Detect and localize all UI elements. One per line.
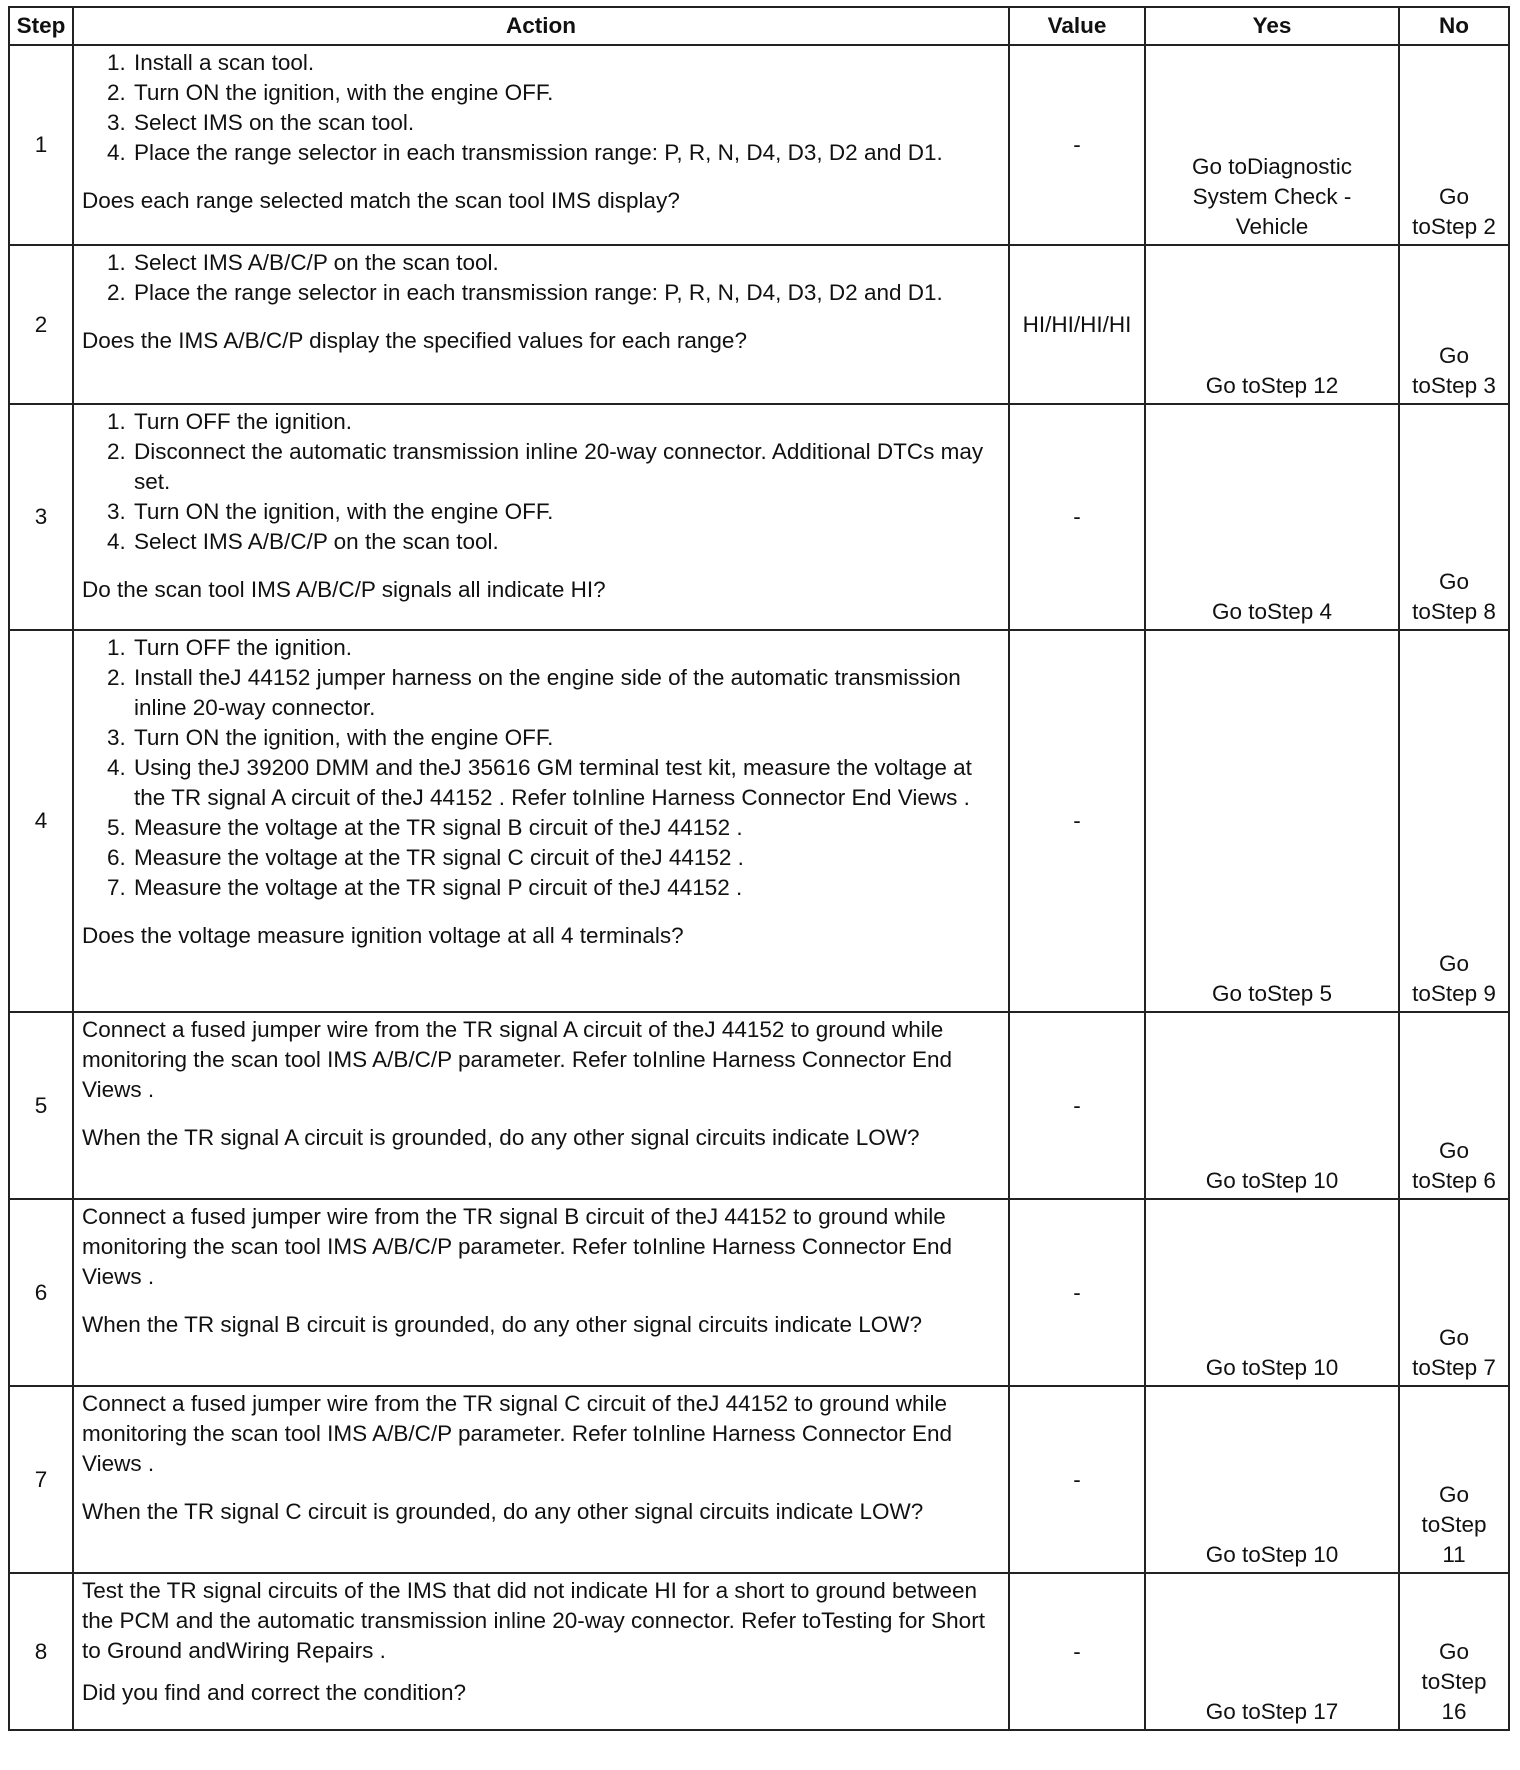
action-steps-list — [82, 248, 1000, 308]
list-item: 4. Select IMS A/B/C/P on the scan tool. — [132, 527, 1000, 557]
value-cell: - — [1009, 45, 1145, 245]
yes-cell: Go toStep 5 — [1145, 630, 1399, 1012]
action-text: Test the TR signal circuits of the IMS that did not indicate HI for a short to ground between the PCM and the automatic transmission inline 20-way connector. Refer toTesting for Short to Ground andWiring Repairs . — [82, 1578, 985, 1663]
no-cell: Go toStep 9 — [1399, 630, 1509, 1012]
yes-cell: Go toDiagnostic System Check - Vehicle — [1145, 45, 1399, 245]
action-cell — [73, 1573, 1009, 1730]
action-text: Connect a fused jumper wire from the TR signal B circuit of theJ 44152 to ground while monitoring the scan tool IMS A/B/C/P parameter. Refer toInline Harness Connector End Views . — [82, 1204, 953, 1289]
action-question: Do the scan tool IMS A/B/C/P signals all indicate HI? — [82, 577, 606, 602]
table-row — [9, 1573, 1509, 1730]
action-question: Does the voltage measure ignition voltage at all 4 terminals? — [82, 923, 684, 948]
table-row — [9, 45, 1509, 245]
value-cell: - — [1009, 404, 1145, 630]
table-row — [9, 630, 1509, 1012]
action-question: Does each range selected match the scan tool IMS display? — [82, 188, 680, 213]
step-number: 7 — [9, 1386, 73, 1573]
action-cell — [73, 1012, 1009, 1199]
step-number: 2 — [9, 245, 73, 404]
action-text: Connect a fused jumper wire from the TR signal C circuit of theJ 44152 to ground while monitoring the scan tool IMS A/B/C/P parameter. Refer toInline Harness Connector End Views . — [82, 1391, 953, 1476]
no-cell: Go toStep 6 — [1399, 1012, 1509, 1199]
header-step: Step — [9, 7, 73, 45]
list-item: 2. Place the range selector in each transmission range: P, R, N, D4, D3, D2 and D1. — [132, 278, 1000, 308]
list-item: 6. Measure the voltage at the TR signal C circuit of theJ 44152 . — [132, 843, 1000, 873]
no-cell: Go toStep 7 — [1399, 1199, 1509, 1386]
list-item: 4. Using theJ 39200 DMM and theJ 35616 GM terminal test kit, measure the voltage at the TR signal A circuit of theJ 44152 . Refer toInline Harness Connector End Views . — [132, 753, 1000, 813]
action-question: Did you find and correct the condition? — [82, 1680, 466, 1705]
action-question: Does the IMS A/B/C/P display the specified values for each range? — [82, 328, 747, 353]
step-number: 5 — [9, 1012, 73, 1199]
value-cell: - — [1009, 1386, 1145, 1573]
value-cell: - — [1009, 1199, 1145, 1386]
table-row — [9, 245, 1509, 404]
step-number: 1 — [9, 45, 73, 245]
list-item: 2. Turn ON the ignition, with the engine OFF. — [132, 78, 1000, 108]
no-cell: Go toStep 2 — [1399, 45, 1509, 245]
action-cell — [73, 45, 1009, 245]
action-question: When the TR signal B circuit is grounded, do any other signal circuits indicate LOW? — [82, 1312, 922, 1337]
no-cell: Go toStep 3 — [1399, 245, 1509, 404]
header-no: No — [1399, 7, 1509, 45]
action-cell — [73, 245, 1009, 404]
header-yes: Yes — [1145, 7, 1399, 45]
action-cell — [73, 630, 1009, 1012]
yes-cell: Go toStep 4 — [1145, 404, 1399, 630]
action-text: Connect a fused jumper wire from the TR signal A circuit of theJ 44152 to ground while monitoring the scan tool IMS A/B/C/P parameter. Refer toInline Harness Connector End Views . — [82, 1017, 953, 1102]
action-steps-list — [82, 407, 1000, 557]
header-action: Action — [73, 7, 1009, 45]
action-cell — [73, 1386, 1009, 1573]
action-steps-list — [82, 633, 1000, 903]
yes-cell: Go toStep 10 — [1145, 1199, 1399, 1386]
value-cell: - — [1009, 1012, 1145, 1199]
action-cell — [73, 404, 1009, 630]
yes-cell: Go toStep 12 — [1145, 245, 1399, 404]
no-cell: Go toStep 11 — [1399, 1386, 1509, 1573]
list-item: 1. Turn OFF the ignition. — [132, 407, 1000, 437]
no-cell: Go toStep 8 — [1399, 404, 1509, 630]
yes-cell: Go toStep 17 — [1145, 1573, 1399, 1730]
list-item: 7. Measure the voltage at the TR signal P circuit of theJ 44152 . — [132, 873, 1000, 903]
list-item: 1. Select IMS A/B/C/P on the scan tool. — [132, 248, 1000, 278]
table-row — [9, 1012, 1509, 1199]
yes-cell: Go toStep 10 — [1145, 1012, 1399, 1199]
table-row — [9, 1386, 1509, 1573]
list-item: 2. Install theJ 44152 jumper harness on the engine side of the automatic transmission inline 20-way connector. — [132, 663, 1000, 723]
table-row — [9, 1199, 1509, 1386]
step-number: 4 — [9, 630, 73, 1012]
header-value: Value — [1009, 7, 1145, 45]
value-cell: HI/HI/HI/HI — [1009, 245, 1145, 404]
list-item: 3. Turn ON the ignition, with the engine OFF. — [132, 497, 1000, 527]
list-item: 2. Disconnect the automatic transmission inline 20-way connector. Additional DTCs may set. — [132, 437, 1000, 497]
value-cell: - — [1009, 630, 1145, 1012]
no-cell: Go toStep 16 — [1399, 1573, 1509, 1730]
step-number: 3 — [9, 404, 73, 630]
diagnostic-table — [8, 6, 1510, 1731]
list-item: 3. Turn ON the ignition, with the engine OFF. — [132, 723, 1000, 753]
step-number: 8 — [9, 1573, 73, 1730]
list-item: 3. Select IMS on the scan tool. — [132, 108, 1000, 138]
list-item: 5. Measure the voltage at the TR signal B circuit of theJ 44152 . — [132, 813, 1000, 843]
list-item: 1. Turn OFF the ignition. — [132, 633, 1000, 663]
action-cell — [73, 1199, 1009, 1386]
step-number: 6 — [9, 1199, 73, 1386]
action-question: When the TR signal A circuit is grounded, do any other signal circuits indicate LOW? — [82, 1125, 920, 1150]
header-row — [9, 7, 1509, 45]
yes-cell: Go toStep 10 — [1145, 1386, 1399, 1573]
value-cell: - — [1009, 1573, 1145, 1730]
action-question: When the TR signal C circuit is grounded, do any other signal circuits indicate LOW? — [82, 1499, 924, 1524]
table-row — [9, 404, 1509, 630]
list-item: 4. Place the range selector in each transmission range: P, R, N, D4, D3, D2 and D1. — [132, 138, 1000, 168]
list-item: 1. Install a scan tool. — [132, 48, 1000, 78]
action-steps-list — [82, 48, 1000, 168]
